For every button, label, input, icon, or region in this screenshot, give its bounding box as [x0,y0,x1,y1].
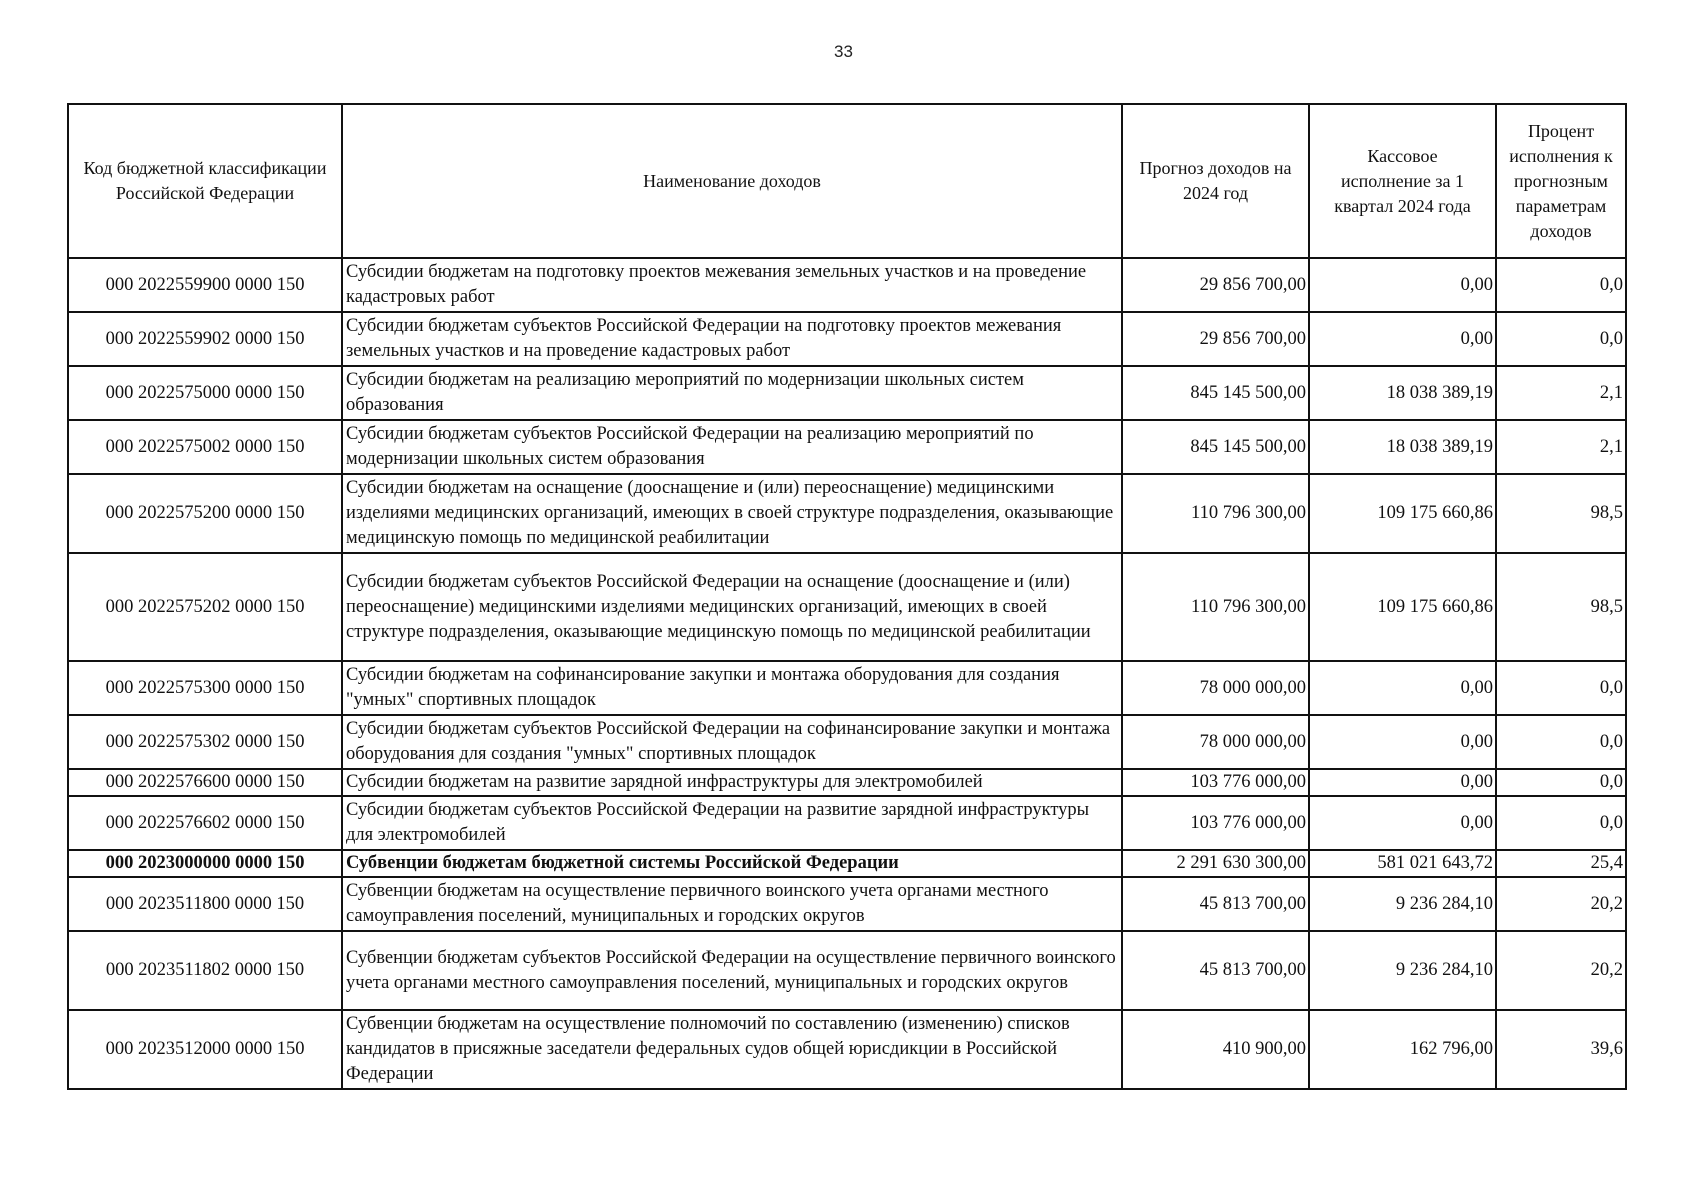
row-percent: 0,0 [1496,715,1626,769]
row-name: Субсидии бюджетам субъектов Российской Федерации на подготовку проектов межевания земельных участков и на проведение кадастровых работ [342,312,1122,366]
row-cash: 162 796,00 [1309,1010,1496,1089]
row-code: 000 2022575000 0000 150 [68,366,342,420]
row-code: 000 2022575202 0000 150 [68,553,342,661]
row-forecast: 110 796 300,00 [1122,474,1309,553]
row-percent: 0,0 [1496,312,1626,366]
row-name: Субсидии бюджетам на софинансирование закупки и монтажа оборудования для создания "умных" спортивных площадок [342,661,1122,715]
row-name: Субвенции бюджетам субъектов Российской Федерации на осуществление первичного воинского учета органами местного самоуправления поселений, муниципальных и городских округов [342,931,1122,1010]
row-code: 000 2022575002 0000 150 [68,420,342,474]
row-percent: 98,5 [1496,553,1626,661]
row-cash: 9 236 284,10 [1309,931,1496,1010]
row-percent: 25,4 [1496,850,1626,877]
row-name: Субвенции бюджетам бюджетной системы Российской Федерации [342,850,1122,877]
row-percent: 98,5 [1496,474,1626,553]
row-cash: 109 175 660,86 [1309,553,1496,661]
row-cash: 109 175 660,86 [1309,474,1496,553]
header-cash: Кассовое исполнение за 1 квартал 2024 года [1309,104,1496,258]
row-code: 000 2023512000 0000 150 [68,1010,342,1089]
header-code: Код бюджетной классификации Российской Федерации [68,104,342,258]
row-code: 000 2022575300 0000 150 [68,661,342,715]
row-code: 000 2023000000 0000 150 [68,850,342,877]
row-forecast: 29 856 700,00 [1122,258,1309,312]
header-name: Наименование доходов [342,104,1122,258]
row-name: Субсидии бюджетам субъектов Российской Федерации на развитие зарядной инфраструктуры для электромобилей [342,796,1122,850]
row-forecast: 103 776 000,00 [1122,769,1309,796]
row-percent: 0,0 [1496,796,1626,850]
row-forecast: 45 813 700,00 [1122,877,1309,931]
row-name: Субсидии бюджетам субъектов Российской Федерации на реализацию мероприятий по модернизации школьных систем образования [342,420,1122,474]
row-name: Субсидии бюджетам на подготовку проектов межевания земельных участков и на проведение кадастровых работ [342,258,1122,312]
row-forecast: 78 000 000,00 [1122,715,1309,769]
table-row [68,661,1626,715]
row-name: Субвенции бюджетам на осуществление первичного воинского учета органами местного самоуправления поселений, муниципальных и городских округов [342,877,1122,931]
row-percent: 0,0 [1496,258,1626,312]
table-row [68,366,1626,420]
row-code: 000 2022576600 0000 150 [68,769,342,796]
row-code: 000 2022575200 0000 150 [68,474,342,553]
header-forecast: Прогноз доходов на 2024 год [1122,104,1309,258]
row-cash: 0,00 [1309,715,1496,769]
row-cash: 0,00 [1309,796,1496,850]
table-row [68,553,1626,661]
table-row-subtotal [68,850,1626,877]
row-forecast: 2 291 630 300,00 [1122,850,1309,877]
header-percent: Процент исполнения к прогнозным параметрам доходов [1496,104,1626,258]
row-name: Субсидии бюджетам на развитие зарядной инфраструктуры для электромобилей [342,769,1122,796]
row-percent: 20,2 [1496,931,1626,1010]
row-cash: 9 236 284,10 [1309,877,1496,931]
row-code: 000 2022559900 0000 150 [68,258,342,312]
row-name: Субсидии бюджетам на реализацию мероприятий по модернизации школьных систем образования [342,366,1122,420]
table-row [68,312,1626,366]
table-row [68,769,1626,796]
table-row [68,1010,1626,1089]
row-percent: 0,0 [1496,661,1626,715]
row-forecast: 78 000 000,00 [1122,661,1309,715]
row-forecast: 110 796 300,00 [1122,553,1309,661]
row-cash: 581 021 643,72 [1309,850,1496,877]
row-percent: 20,2 [1496,877,1626,931]
table-row [68,258,1626,312]
table-row [68,796,1626,850]
table-body [68,258,1626,1089]
row-cash: 0,00 [1309,769,1496,796]
row-percent: 2,1 [1496,366,1626,420]
row-cash: 0,00 [1309,661,1496,715]
page-number: 33 [834,42,853,61]
revenue-table [67,103,1627,1090]
row-name: Субсидии бюджетам на оснащение (дооснащение и (или) переоснащение) медицинскими изделиями медицинских организаций, имеющих в своей структуре подразделения, оказывающие медицинскую помощь по медицинской реабилитации [342,474,1122,553]
row-name: Субсидии бюджетам субъектов Российской Федерации на оснащение (дооснащение и (или) переоснащение) медицинскими изделиями медицинских организаций, имеющих в своей структуре подразделения, оказывающие медицинскую помощь по медицинской реабилитации [342,553,1122,661]
row-forecast: 845 145 500,00 [1122,366,1309,420]
row-forecast: 410 900,00 [1122,1010,1309,1089]
row-forecast: 29 856 700,00 [1122,312,1309,366]
table-row [68,420,1626,474]
row-cash: 18 038 389,19 [1309,366,1496,420]
row-code: 000 2023511802 0000 150 [68,931,342,1010]
row-code: 000 2022575302 0000 150 [68,715,342,769]
row-code: 000 2022576602 0000 150 [68,796,342,850]
table-header-row [68,104,1626,258]
table-row [68,474,1626,553]
row-cash: 0,00 [1309,258,1496,312]
row-cash: 18 038 389,19 [1309,420,1496,474]
row-name: Субвенции бюджетам на осуществление полномочий по составлению (изменению) списков кандидатов в присяжные заседатели федеральных судов общей юрисдикции в Российской Федерации [342,1010,1122,1089]
row-name: Субсидии бюджетам субъектов Российской Федерации на софинансирование закупки и монтажа оборудования для создания "умных" спортивных площадок [342,715,1122,769]
row-percent: 2,1 [1496,420,1626,474]
row-percent: 39,6 [1496,1010,1626,1089]
table-row [68,715,1626,769]
table-row [68,877,1626,931]
row-forecast: 103 776 000,00 [1122,796,1309,850]
row-code: 000 2023511800 0000 150 [68,877,342,931]
table-row [68,931,1626,1010]
row-forecast: 845 145 500,00 [1122,420,1309,474]
row-cash: 0,00 [1309,312,1496,366]
row-forecast: 45 813 700,00 [1122,931,1309,1010]
row-percent: 0,0 [1496,769,1626,796]
row-code: 000 2022559902 0000 150 [68,312,342,366]
